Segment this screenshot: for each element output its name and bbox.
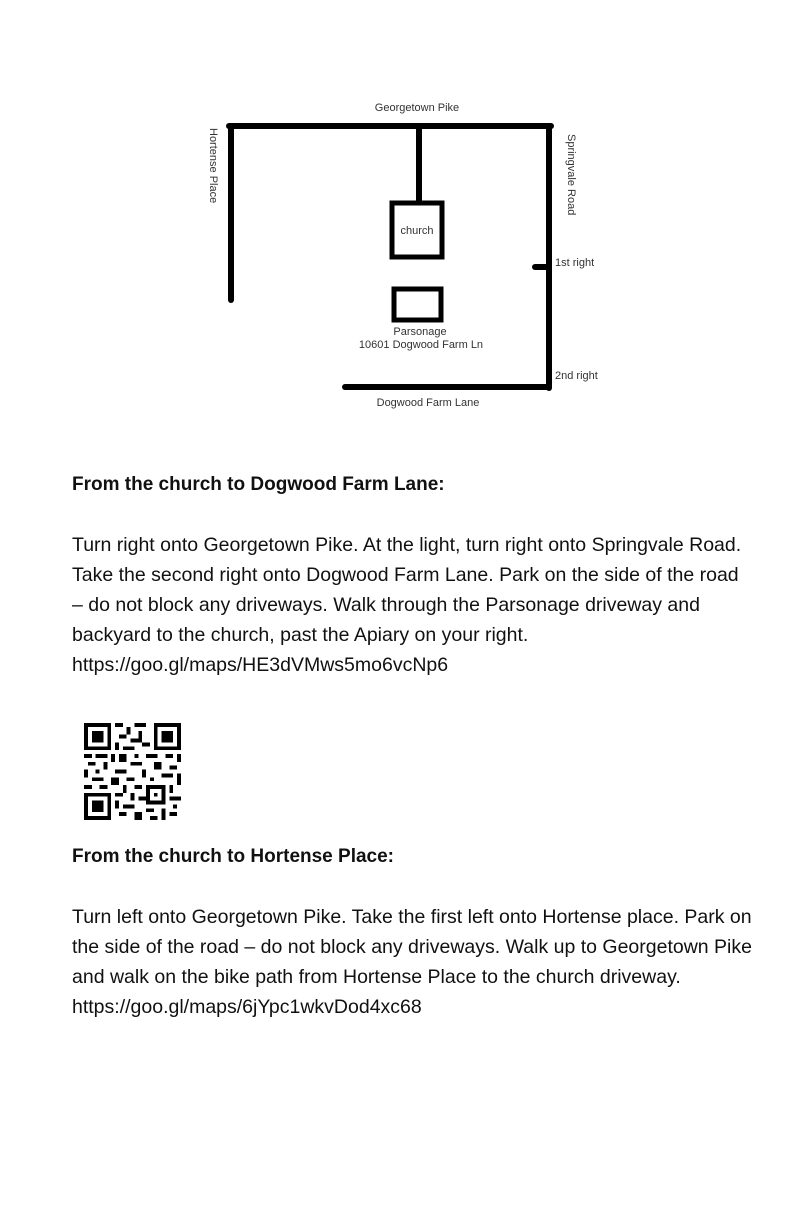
georgetown-pike-label: Georgetown Pike <box>374 102 460 114</box>
section-heading: From the church to Dogwood Farm Lane: <box>72 474 445 495</box>
parsonage-building <box>394 289 441 320</box>
directions-text: Turn right onto Georgetown Pike. At the light, turn right onto Springvale Road. Take the second right onto Dogwood Farm Lane. Park on the side of the road – do not block any driveways. Walk through the Parsonage driveway and backyard to the church, past the Apiary on your right. <box>72 534 742 646</box>
directions-section-hortense <box>72 842 752 1022</box>
map-link[interactable]: https://goo.gl/maps/HE3dVMws5mo6vcNp6 <box>72 654 449 676</box>
section-heading: From the church to Hortense Place: <box>72 846 395 867</box>
directions-map <box>0 0 792 440</box>
church-label: church <box>400 225 434 237</box>
qr-code-icon <box>84 723 181 820</box>
directions-text: Turn left onto Georgetown Pike. Take the first left onto Hortense place. Park on the side of the road – do not block any driveways. Walk up to Georgetown Pike and walk on the bike path from Hortense Place to the church driveway. <box>72 906 752 988</box>
map-link[interactable]: https://goo.gl/maps/6jYpc1wkvDod4xc68 <box>72 996 422 1018</box>
first-right-label: 1st right <box>555 257 595 269</box>
directions-section-dogwood <box>72 470 752 680</box>
parsonage-label: Parsonage <box>393 326 447 338</box>
springvale-road-label: Springvale Road <box>565 134 577 216</box>
parsonage-address-label: 10601 Dogwood Farm Ln <box>358 339 484 351</box>
dogwood-farm-lane-label: Dogwood Farm Lane <box>376 397 480 409</box>
hortense-place-label: Hortense Place <box>207 128 219 204</box>
second-right-label: 2nd right <box>555 370 598 382</box>
